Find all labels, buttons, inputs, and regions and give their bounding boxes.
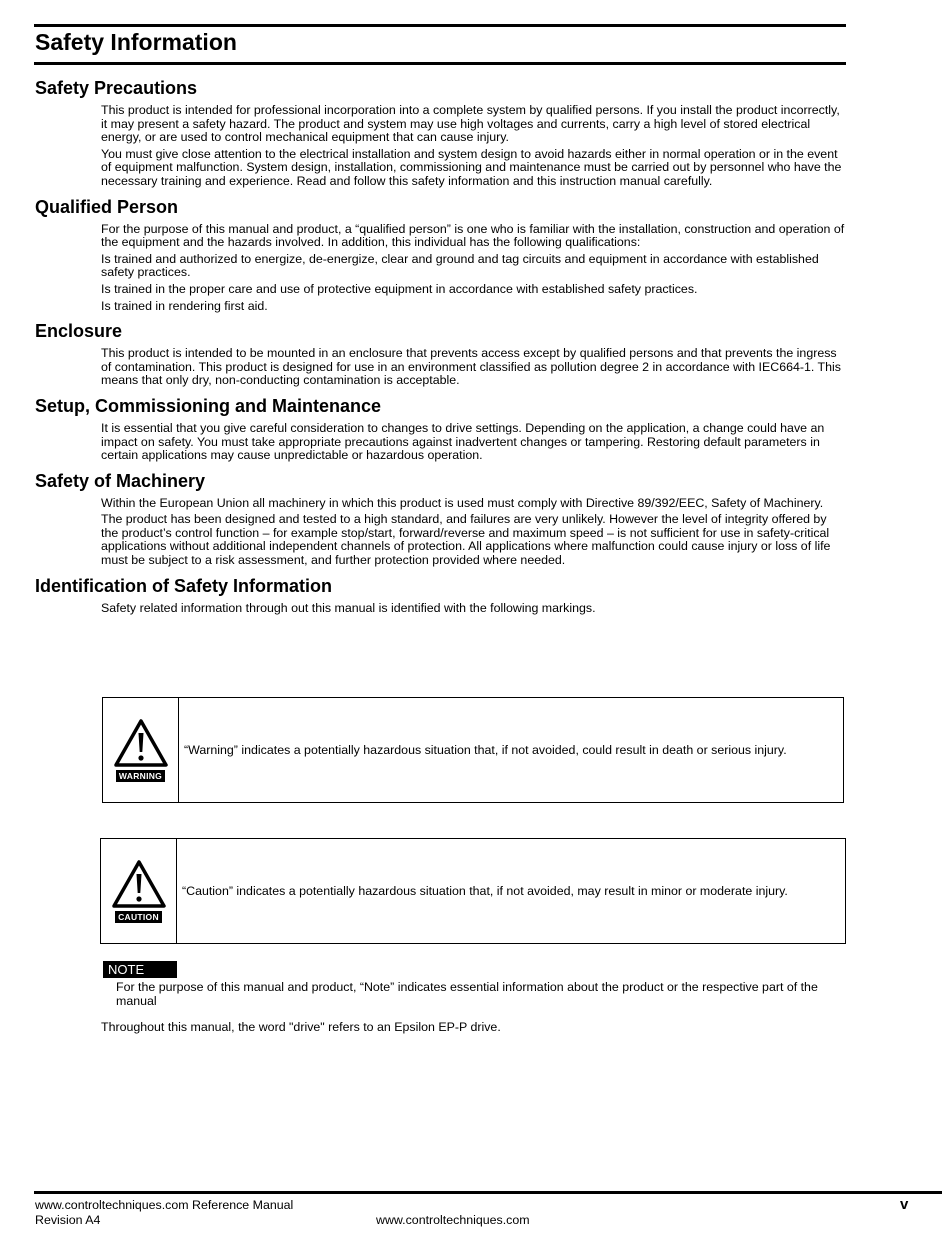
footer-website: www.controltechniques.com	[376, 1213, 530, 1227]
section-identification	[35, 574, 845, 616]
page-number: v	[900, 1196, 909, 1213]
section-heading: Qualified Person	[35, 196, 179, 217]
section-qualified-person	[35, 195, 845, 314]
section-heading: Safety of Machinery	[35, 470, 206, 491]
caution-box	[100, 838, 846, 944]
section-safety-precautions	[35, 76, 845, 189]
paragraph: It is essential that you give careful consideration to changes to drive settings. Depending on the application, a change could have an impact on safety. You must take appropriate precautions against inadvertent changes or tampering. Restoring default parameters in certain applications may cause unpredictable or hazardous operation.	[101, 420, 825, 463]
footer-rule	[34, 1191, 942, 1194]
paragraph: Safety related information through out this manual is identified with the following markings.	[101, 600, 596, 615]
caution-label: CAUTION	[115, 911, 162, 923]
section-heading: Safety Precautions	[35, 78, 198, 98]
paragraph: Is trained in the proper care and use of protective equipment in accordance with established safety practices.	[101, 281, 698, 296]
footer-revision: Revision A4	[35, 1213, 101, 1227]
footer-manual-line: www.controltechniques.com Reference Manual	[35, 1198, 294, 1212]
paragraph: You must give close attention to the electrical installation and system design to avoid hazards either in normal operation or in the event of equipment malfunction. System design, installation, commissioning and maintenance must be carried out by personnel who have the necessary training and experience. Read and follow this safety information and this instruction manual carefully.	[101, 146, 842, 188]
note-text: For the purpose of this manual and product, “Note” indicates essential information about the product or the respective part of the manual	[116, 980, 818, 1008]
paragraph: The product has been designed and tested to a high standard, and failures are very unlikely. However the level of integrity offered by the product’s control function – for example stop/start, forward/reverse and maximum speed – is not sufficient for use in safety-critical applications without additional independent channels of protection. All applications where malfunction could cause injury or loss of life must be subject to a risk assessment, and further protection provided where needed.	[101, 512, 831, 568]
section-heading: Enclosure	[35, 321, 123, 342]
paragraph: This product is intended to be mounted in an enclosure that prevents access except by qualified persons and that prevents the ingress of contamination. This product is designed for use in an environment classified as pollution degree 2 in accordance with IEC664-1. This means that only dry, non-conducting contamination is acceptable.	[101, 346, 841, 388]
section-setup-commissioning	[35, 394, 845, 463]
title-rule	[34, 62, 846, 65]
page-title: Safety Information	[35, 29, 237, 55]
paragraph: For the purpose of this manual and product, a “qualified person” is one who is familiar with the installation, construction and operation of the equipment and the hazards involved. In addition, this individual has the following qualifications:	[101, 221, 845, 250]
caution-icon-cell	[101, 839, 177, 943]
warning-text: “Warning” indicates a potentially hazardous situation that, if not avoided, could result in death or serious injury.	[184, 743, 787, 757]
section-heading: Setup, Commissioning and Maintenance	[35, 395, 382, 416]
section-safety-of-machinery	[35, 469, 845, 568]
paragraph: This product is intended for professional incorporation into a complete system by qualified persons. If you install the product incorrectly, it may present a safety hazard. The product and system may use high voltages and currents, carry a high level of stored electrical energy, or are used to control mechanical equipment that can cause injury.	[101, 103, 840, 145]
paragraph: Within the European Union all machinery in which this product is used must comply with Directive 89/392/EEC, Safety of Machinery.	[101, 495, 824, 510]
warning-label: WARNING	[116, 770, 165, 782]
note-label: NOTE	[103, 961, 177, 978]
caution-text: “Caution” indicates a potentially hazardous situation that, if not avoided, may result in minor or moderate injury.	[182, 884, 788, 898]
section-heading: Identification of Safety Information	[35, 575, 333, 596]
closing-text: Throughout this manual, the word "drive" refers to an Epsilon EP-P drive.	[101, 1020, 501, 1034]
main-content	[35, 76, 845, 621]
caution-triangle-icon	[111, 859, 167, 909]
paragraph: Is trained and authorized to energize, de-energize, clear and ground and tag circuits and equipment in accordance with established safety practices.	[101, 251, 819, 280]
warning-box	[102, 697, 844, 803]
section-enclosure	[35, 319, 845, 388]
paragraph: Is trained in rendering first aid.	[101, 298, 268, 313]
warning-triangle-icon	[113, 718, 169, 768]
warning-icon-cell	[103, 698, 179, 802]
